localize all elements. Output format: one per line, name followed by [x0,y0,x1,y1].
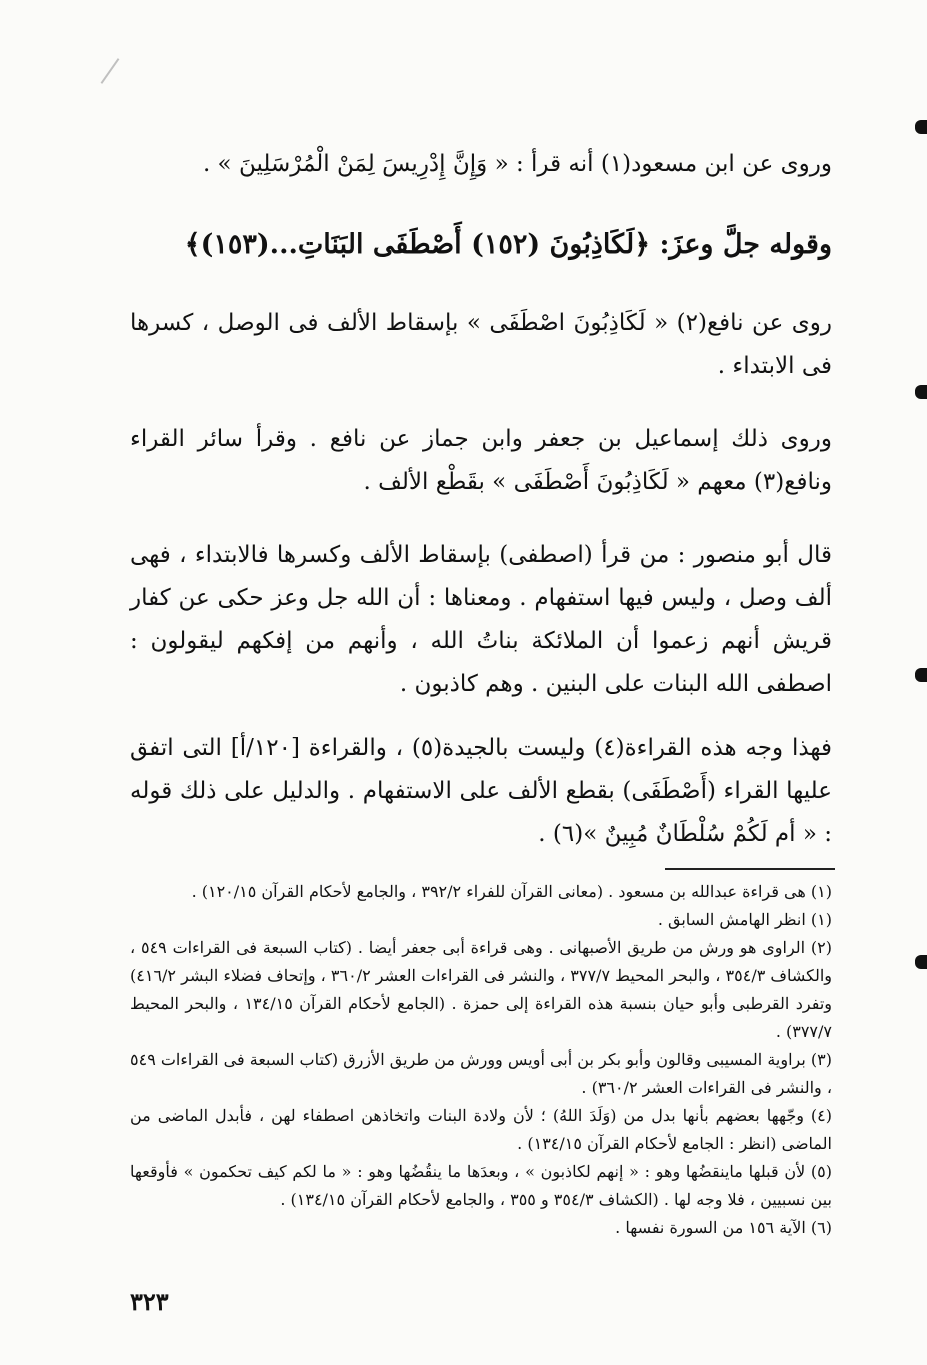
binding-mark [915,668,927,682]
paragraph-4: قال أبو منصور : من قرأ (اصطفى) بإسقاط الألف وكسرها فالابتداء ، فهى ألف وصل ، وليس فيها استفهام . ومعناها : أن الله جل وعز حكى عن كفار قريش أنهم زعموا أن الملائكة بناتُ الله ، وأنهم من إفكهم ليقولون : اصطفى الله البنات على البنين . وهم كاذبون . [130,542,832,697]
binding-mark [915,955,927,969]
page-scratch-mark [101,58,120,84]
paragraph-2: روى عن نافع(٢) « لَكَاذِبُونَ اصْطَفَى » بإسقاط الألف فى الوصل ، كسرها فى الابتداء . [130,310,832,379]
paragraph-3: وروى ذلك إسماعيل بن جعفر وابن جماز عن نافع . وقرأ سائر القراء ونافع(٣) معهم « لَكَاذِبُونَ أَصْطَفَى » بقَطْع الألف . [130,426,832,495]
paragraph-5: فهذا وجه هذه القراءة(٤) وليست بالجيدة(٥) ، والقراءة [١٢٠/أ] التى اتفق عليها القراء (أَصْطَفَى) بقطع الألف على الاستفهام . والدليل على ذلك قوله : « أم لَكُمْ سُلْطَانٌ مُبِينٌ »(٦) . [130,735,833,847]
footnotes [130,878,832,1242]
footnote-4: (٤) وجّهها بعضهم بأنها بدل من (وَلَدَ اللهُ) ؛ لأن ولادة البنات واتخاذهن اصطفاء لهن ، فأبدل الماضى من الماضى (انظر : الجامع لأحكام القرآن ١٣٤/١٥) . [130,1106,833,1153]
footnote-divider [665,868,835,870]
page-number: ٣٢٣ [130,1287,169,1316]
footnote-5: (٥) لأن قبلها ماينقضُها وهو : « إنهم لكاذبون » ، وبعدَها ما ينقُضُها وهو : « ما لكم كيف تحكمون » فأوقعها بين نسبيين ، فلا وجه لها . (الكشاف ٣٥٤/٣ و ٣٥٥ ، والجامع لأحكام القرآن ١٣٤/١٥) . [130,1162,832,1209]
binding-mark [915,120,927,134]
footnote-2: (٢) الراوى هو ورش من طريق الأصبهانى . وهى قراءة أبى جعفر أيضا . (كتاب السبعة فى القراءات ٥٤٩ ، والكشاف ٣٥٤/٣ ، والبحر المحيط ٣٧٧/٧ ، والنشر فى القراءات العشر ٣٦٠/٢ ، وإتحاف فضلاء البشر ٤١٦/٢) وتفرد القرطبى وأبو حيان بنسبة هذه القراءة إلى حمزة . (الجامع لأحكام القرآن ١٣٤/١٥ ، والبحر المحيط ٣٧٧/٧) . [130,938,833,1041]
paragraph-1: وروى عن ابن مسعود(١) أنه قرأ : « وَإِنَّ إِدْرِيسَ لِمَنْ الْمُرْسَلِينَ » . [202,151,832,177]
binding-mark [915,385,927,399]
footnote-1: (١) هى قراءة عبدالله بن مسعود . (معانى القرآن للفراء ٣٩٢/٢ ، والجامع لأحكام القرآن ١٢٠/١٥) . [191,882,832,901]
footnote-1b: (١) انظر الهامش السابق . [657,910,832,929]
verse-heading: وقوله جلَّ وعزَ: ﴿لَكَاذِبُونَ (١٥٢) أَصْطَفَى البَنَاتِ...(١٥٣)﴾ [184,229,832,260]
footnote-6: (٦) الآية ١٥٦ من السورة نفسها . [615,1218,832,1237]
footnote-3: (٣) براوية المسيبى وقالون وأبو بكر بن أبى أويس وورش من طريق الأزرق (كتاب السبعة فى القراءات ٥٤٩ ، والنشر فى القراءات العشر ٣٦٠/٢) . [130,1050,832,1097]
